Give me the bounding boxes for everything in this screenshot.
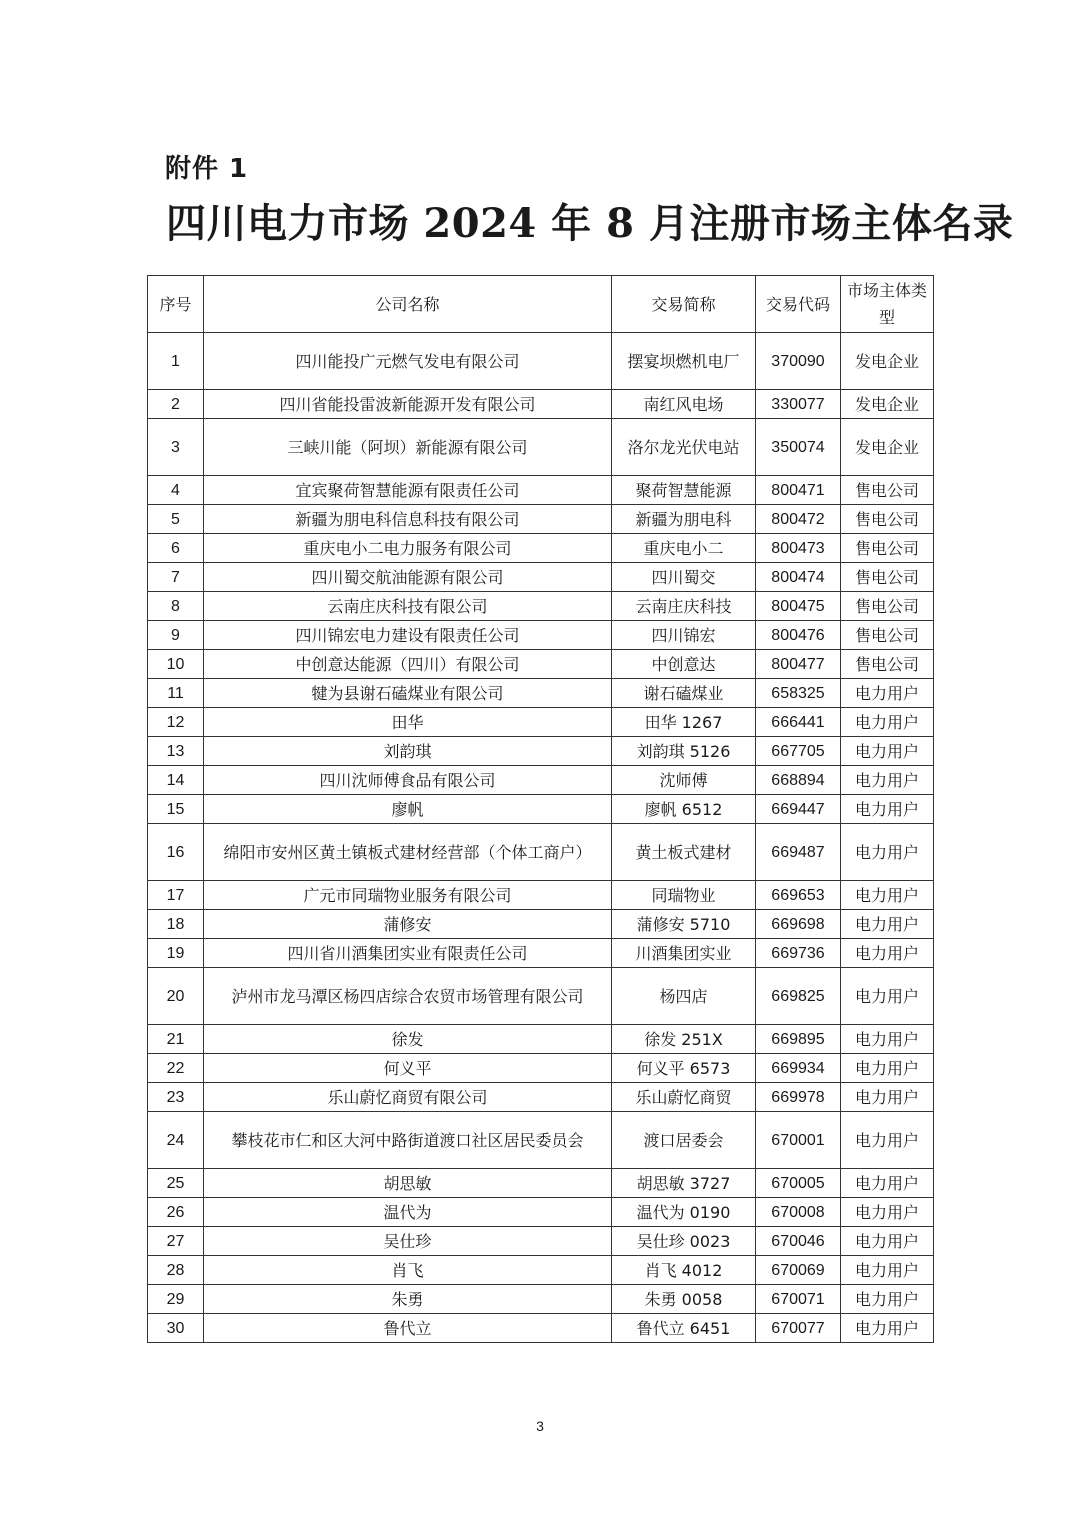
code-cell: 350074 (756, 419, 841, 476)
table-row (148, 1054, 934, 1083)
table-row (148, 1025, 934, 1054)
code-cell: 669736 (756, 939, 841, 968)
table-row (148, 505, 934, 534)
code-cell: 670069 (756, 1256, 841, 1285)
seq-cell: 13 (148, 737, 204, 766)
attachment-label: 附件 1 (165, 154, 249, 184)
table-body (148, 333, 934, 1343)
type-cell: 电力用户 (841, 1285, 934, 1314)
code-cell: 670077 (756, 1314, 841, 1343)
table-row (148, 766, 934, 795)
seq-cell: 9 (148, 621, 204, 650)
company-cell: 刘韵琪 (204, 737, 612, 766)
header-code: 交易代码 (756, 276, 841, 333)
type-cell: 电力用户 (841, 1198, 934, 1227)
company-cell: 吴仕珍 (204, 1227, 612, 1256)
type-cell: 电力用户 (841, 708, 934, 737)
code-cell: 666441 (756, 708, 841, 737)
code-cell: 667705 (756, 737, 841, 766)
company-cell: 肖飞 (204, 1256, 612, 1285)
company-cell: 四川蜀交航油能源有限公司 (204, 563, 612, 592)
seq-cell: 22 (148, 1054, 204, 1083)
company-cell: 绵阳市安州区黄土镇板式建材经营部（个体工商户） (204, 824, 612, 881)
abbr-cell: 谢石磕煤业 (612, 679, 756, 708)
company-cell: 泸州市龙马潭区杨四店综合农贸市场管理有限公司 (204, 968, 612, 1025)
abbr-cell: 摆宴坝燃机电厂 (612, 333, 756, 390)
page-number: 3 (536, 1418, 544, 1434)
company-cell: 何义平 (204, 1054, 612, 1083)
abbr-cell: 田华 1267 (612, 708, 756, 737)
code-cell: 669825 (756, 968, 841, 1025)
type-cell: 电力用户 (841, 939, 934, 968)
code-cell: 669978 (756, 1083, 841, 1112)
abbr-cell: 徐发 251X (612, 1025, 756, 1054)
type-cell: 电力用户 (841, 1227, 934, 1256)
table-row (148, 1227, 934, 1256)
abbr-cell: 吴仕珍 0023 (612, 1227, 756, 1256)
seq-cell: 6 (148, 534, 204, 563)
header-abbr: 交易简称 (612, 276, 756, 333)
seq-cell: 4 (148, 476, 204, 505)
company-cell: 四川能投广元燃气发电有限公司 (204, 333, 612, 390)
table-row (148, 333, 934, 390)
type-cell: 电力用户 (841, 737, 934, 766)
code-cell: 670001 (756, 1112, 841, 1169)
type-cell: 电力用户 (841, 910, 934, 939)
abbr-cell: 南红风电场 (612, 390, 756, 419)
code-cell: 330077 (756, 390, 841, 419)
code-cell: 658325 (756, 679, 841, 708)
company-cell: 廖帆 (204, 795, 612, 824)
seq-cell: 17 (148, 881, 204, 910)
company-cell: 中创意达能源（四川）有限公司 (204, 650, 612, 679)
seq-cell: 8 (148, 592, 204, 621)
table-row (148, 939, 934, 968)
code-cell: 669698 (756, 910, 841, 939)
type-cell: 发电企业 (841, 333, 934, 390)
seq-cell: 28 (148, 1256, 204, 1285)
abbr-cell: 肖飞 4012 (612, 1256, 756, 1285)
table-row (148, 1169, 934, 1198)
company-cell: 攀枝花市仁和区大河中路街道渡口社区居民委员会 (204, 1112, 612, 1169)
code-cell: 800475 (756, 592, 841, 621)
code-cell: 800472 (756, 505, 841, 534)
seq-cell: 5 (148, 505, 204, 534)
table-row (148, 621, 934, 650)
seq-cell: 23 (148, 1083, 204, 1112)
code-cell: 670008 (756, 1198, 841, 1227)
company-cell: 三峡川能（阿坝）新能源有限公司 (204, 419, 612, 476)
abbr-cell: 洛尔龙光伏电站 (612, 419, 756, 476)
abbr-cell: 刘韵琪 5126 (612, 737, 756, 766)
code-cell: 800476 (756, 621, 841, 650)
abbr-cell: 渡口居委会 (612, 1112, 756, 1169)
code-cell: 668894 (756, 766, 841, 795)
seq-cell: 14 (148, 766, 204, 795)
code-cell: 669447 (756, 795, 841, 824)
table-row (148, 1112, 934, 1169)
seq-cell: 25 (148, 1169, 204, 1198)
company-cell: 四川锦宏电力建设有限责任公司 (204, 621, 612, 650)
type-cell: 电力用户 (841, 1256, 934, 1285)
code-cell: 669934 (756, 1054, 841, 1083)
registrant-table (147, 275, 934, 1343)
abbr-cell: 胡思敏 3727 (612, 1169, 756, 1198)
type-cell: 电力用户 (841, 881, 934, 910)
abbr-cell: 鲁代立 6451 (612, 1314, 756, 1343)
table-row (148, 1285, 934, 1314)
abbr-cell: 何义平 6573 (612, 1054, 756, 1083)
type-cell: 售电公司 (841, 476, 934, 505)
abbr-cell: 四川锦宏 (612, 621, 756, 650)
table-row (148, 737, 934, 766)
type-cell: 电力用户 (841, 968, 934, 1025)
abbr-cell: 川酒集团实业 (612, 939, 756, 968)
seq-cell: 1 (148, 333, 204, 390)
code-cell: 669487 (756, 824, 841, 881)
seq-cell: 26 (148, 1198, 204, 1227)
abbr-cell: 中创意达 (612, 650, 756, 679)
abbr-cell: 云南庄庆科技 (612, 592, 756, 621)
company-cell: 宜宾聚荷智慧能源有限责任公司 (204, 476, 612, 505)
abbr-cell: 同瑞物业 (612, 881, 756, 910)
type-cell: 电力用户 (841, 824, 934, 881)
code-cell: 800473 (756, 534, 841, 563)
code-cell: 800471 (756, 476, 841, 505)
header-type: 市场主体类型 (841, 276, 934, 333)
abbr-cell: 沈师傅 (612, 766, 756, 795)
company-cell: 朱勇 (204, 1285, 612, 1314)
table-row (148, 1083, 934, 1112)
seq-cell: 30 (148, 1314, 204, 1343)
abbr-cell: 新疆为朋电科 (612, 505, 756, 534)
table-row (148, 968, 934, 1025)
type-cell: 电力用户 (841, 1314, 934, 1343)
header-company: 公司名称 (204, 276, 612, 333)
document-title: 四川电力市场 2024 年 8 月注册市场主体名录 (166, 200, 1014, 247)
company-cell: 广元市同瑞物业服务有限公司 (204, 881, 612, 910)
type-cell: 售电公司 (841, 621, 934, 650)
type-cell: 售电公司 (841, 534, 934, 563)
company-cell: 四川省川酒集团实业有限责任公司 (204, 939, 612, 968)
seq-cell: 16 (148, 824, 204, 881)
table-row (148, 824, 934, 881)
seq-cell: 12 (148, 708, 204, 737)
code-cell: 669895 (756, 1025, 841, 1054)
type-cell: 售电公司 (841, 650, 934, 679)
abbr-cell: 四川蜀交 (612, 563, 756, 592)
header-seq: 序号 (148, 276, 204, 333)
abbr-cell: 廖帆 6512 (612, 795, 756, 824)
company-cell: 胡思敏 (204, 1169, 612, 1198)
code-cell: 670005 (756, 1169, 841, 1198)
company-cell: 乐山蔚忆商贸有限公司 (204, 1083, 612, 1112)
table-row (148, 910, 934, 939)
type-cell: 售电公司 (841, 505, 934, 534)
seq-cell: 20 (148, 968, 204, 1025)
company-cell: 四川省能投雷波新能源开发有限公司 (204, 390, 612, 419)
type-cell: 电力用户 (841, 1112, 934, 1169)
table-row (148, 1256, 934, 1285)
seq-cell: 11 (148, 679, 204, 708)
company-cell: 鲁代立 (204, 1314, 612, 1343)
table-row (148, 679, 934, 708)
table-row (148, 650, 934, 679)
type-cell: 发电企业 (841, 419, 934, 476)
seq-cell: 24 (148, 1112, 204, 1169)
abbr-cell: 聚荷智慧能源 (612, 476, 756, 505)
type-cell: 电力用户 (841, 1054, 934, 1083)
seq-cell: 29 (148, 1285, 204, 1314)
type-cell: 电力用户 (841, 679, 934, 708)
seq-cell: 21 (148, 1025, 204, 1054)
type-cell: 电力用户 (841, 1169, 934, 1198)
company-cell: 新疆为朋电科信息科技有限公司 (204, 505, 612, 534)
code-cell: 370090 (756, 333, 841, 390)
company-cell: 四川沈师傅食品有限公司 (204, 766, 612, 795)
code-cell: 670071 (756, 1285, 841, 1314)
type-cell: 电力用户 (841, 795, 934, 824)
table-row (148, 708, 934, 737)
company-cell: 徐发 (204, 1025, 612, 1054)
company-cell: 温代为 (204, 1198, 612, 1227)
table-row (148, 592, 934, 621)
seq-cell: 10 (148, 650, 204, 679)
abbr-cell: 朱勇 0058 (612, 1285, 756, 1314)
type-cell: 电力用户 (841, 766, 934, 795)
table-row (148, 563, 934, 592)
abbr-cell: 杨四店 (612, 968, 756, 1025)
table-row (148, 1198, 934, 1227)
seq-cell: 27 (148, 1227, 204, 1256)
table-row (148, 795, 934, 824)
seq-cell: 2 (148, 390, 204, 419)
code-cell: 800474 (756, 563, 841, 592)
table-row (148, 881, 934, 910)
seq-cell: 18 (148, 910, 204, 939)
company-cell: 蒲修安 (204, 910, 612, 939)
abbr-cell: 温代为 0190 (612, 1198, 756, 1227)
table-header-row (148, 276, 934, 333)
type-cell: 电力用户 (841, 1083, 934, 1112)
company-cell: 犍为县谢石磕煤业有限公司 (204, 679, 612, 708)
company-cell: 田华 (204, 708, 612, 737)
seq-cell: 7 (148, 563, 204, 592)
seq-cell: 19 (148, 939, 204, 968)
type-cell: 发电企业 (841, 390, 934, 419)
code-cell: 669653 (756, 881, 841, 910)
abbr-cell: 蒲修安 5710 (612, 910, 756, 939)
code-cell: 800477 (756, 650, 841, 679)
abbr-cell: 重庆电小二 (612, 534, 756, 563)
table-row (148, 534, 934, 563)
table-row (148, 419, 934, 476)
table-row (148, 476, 934, 505)
table-row (148, 1314, 934, 1343)
table-row (148, 390, 934, 419)
type-cell: 售电公司 (841, 563, 934, 592)
seq-cell: 15 (148, 795, 204, 824)
code-cell: 670046 (756, 1227, 841, 1256)
seq-cell: 3 (148, 419, 204, 476)
type-cell: 售电公司 (841, 592, 934, 621)
abbr-cell: 乐山蔚忆商贸 (612, 1083, 756, 1112)
type-cell: 电力用户 (841, 1025, 934, 1054)
abbr-cell: 黄土板式建材 (612, 824, 756, 881)
company-cell: 重庆电小二电力服务有限公司 (204, 534, 612, 563)
company-cell: 云南庄庆科技有限公司 (204, 592, 612, 621)
